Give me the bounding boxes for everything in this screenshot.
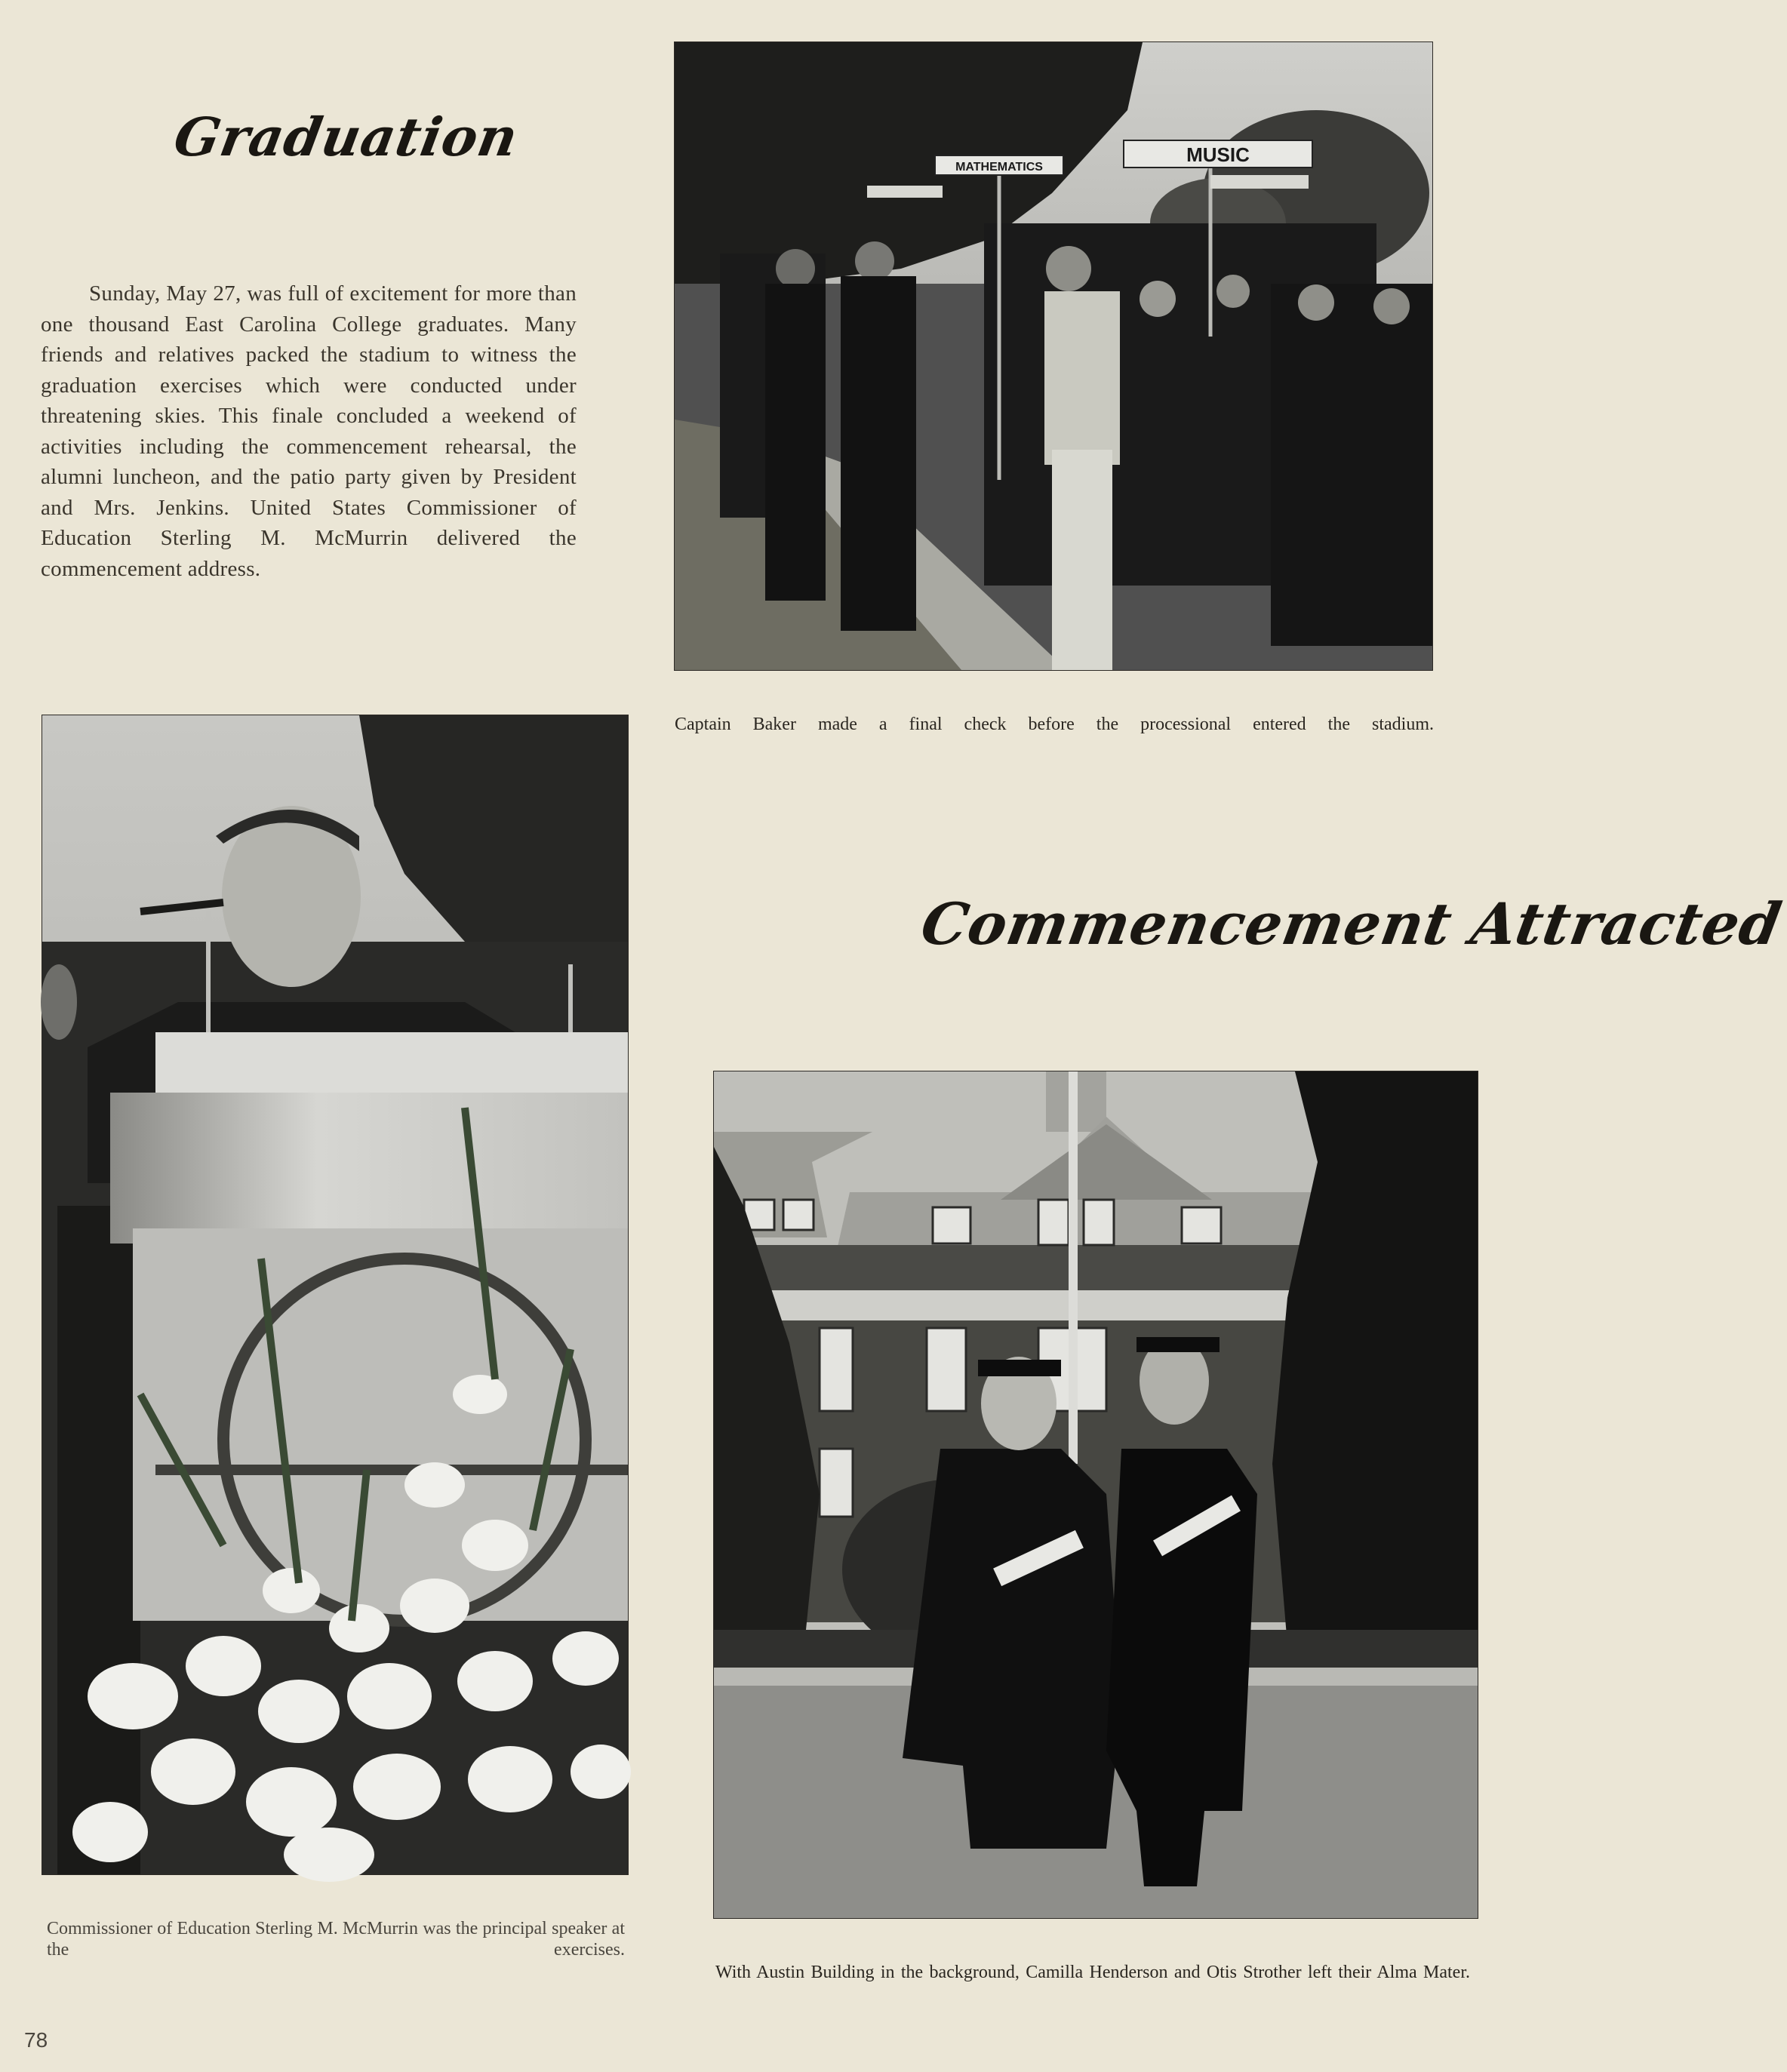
photo-speaker	[42, 715, 628, 1874]
section-title-commencement: Commencement Attracted	[916, 890, 1787, 958]
caption-graduates: With Austin Building in the background, Camilla Henderson and Otis Strother left their Alma Mater.	[715, 1963, 1470, 1982]
page-number: 78	[24, 2028, 48, 2052]
sign-mathematics-label: MATHEMATICS	[955, 161, 1043, 174]
intro-paragraph: Sunday, May 27, was full of excitement for more than one thousand East Carolina College graduates. Many friends and relatives packed the stadium to witness the graduation exercises which were conducted under threatening skies. This finale concluded a weekend of activities including the commencement rehearsal, the alumni luncheon, and the patio party given by President and Mrs. Jenkins. United States Commissioner of Education Sterling M. McMurrin delivered the commencement address.	[41, 281, 577, 581]
caption-processional: Captain Baker made a final check before the processional entered the stadium.	[675, 715, 1434, 734]
sign-music-label: MUSIC	[1186, 143, 1250, 166]
section-title-graduation: Graduation	[169, 106, 524, 168]
caption-speaker: Commissioner of Education Sterling M. McMurrin was the principal speaker at the exercises.	[47, 1919, 625, 1960]
photo-processional	[675, 42, 1432, 670]
photo-graduates	[714, 1071, 1478, 1918]
